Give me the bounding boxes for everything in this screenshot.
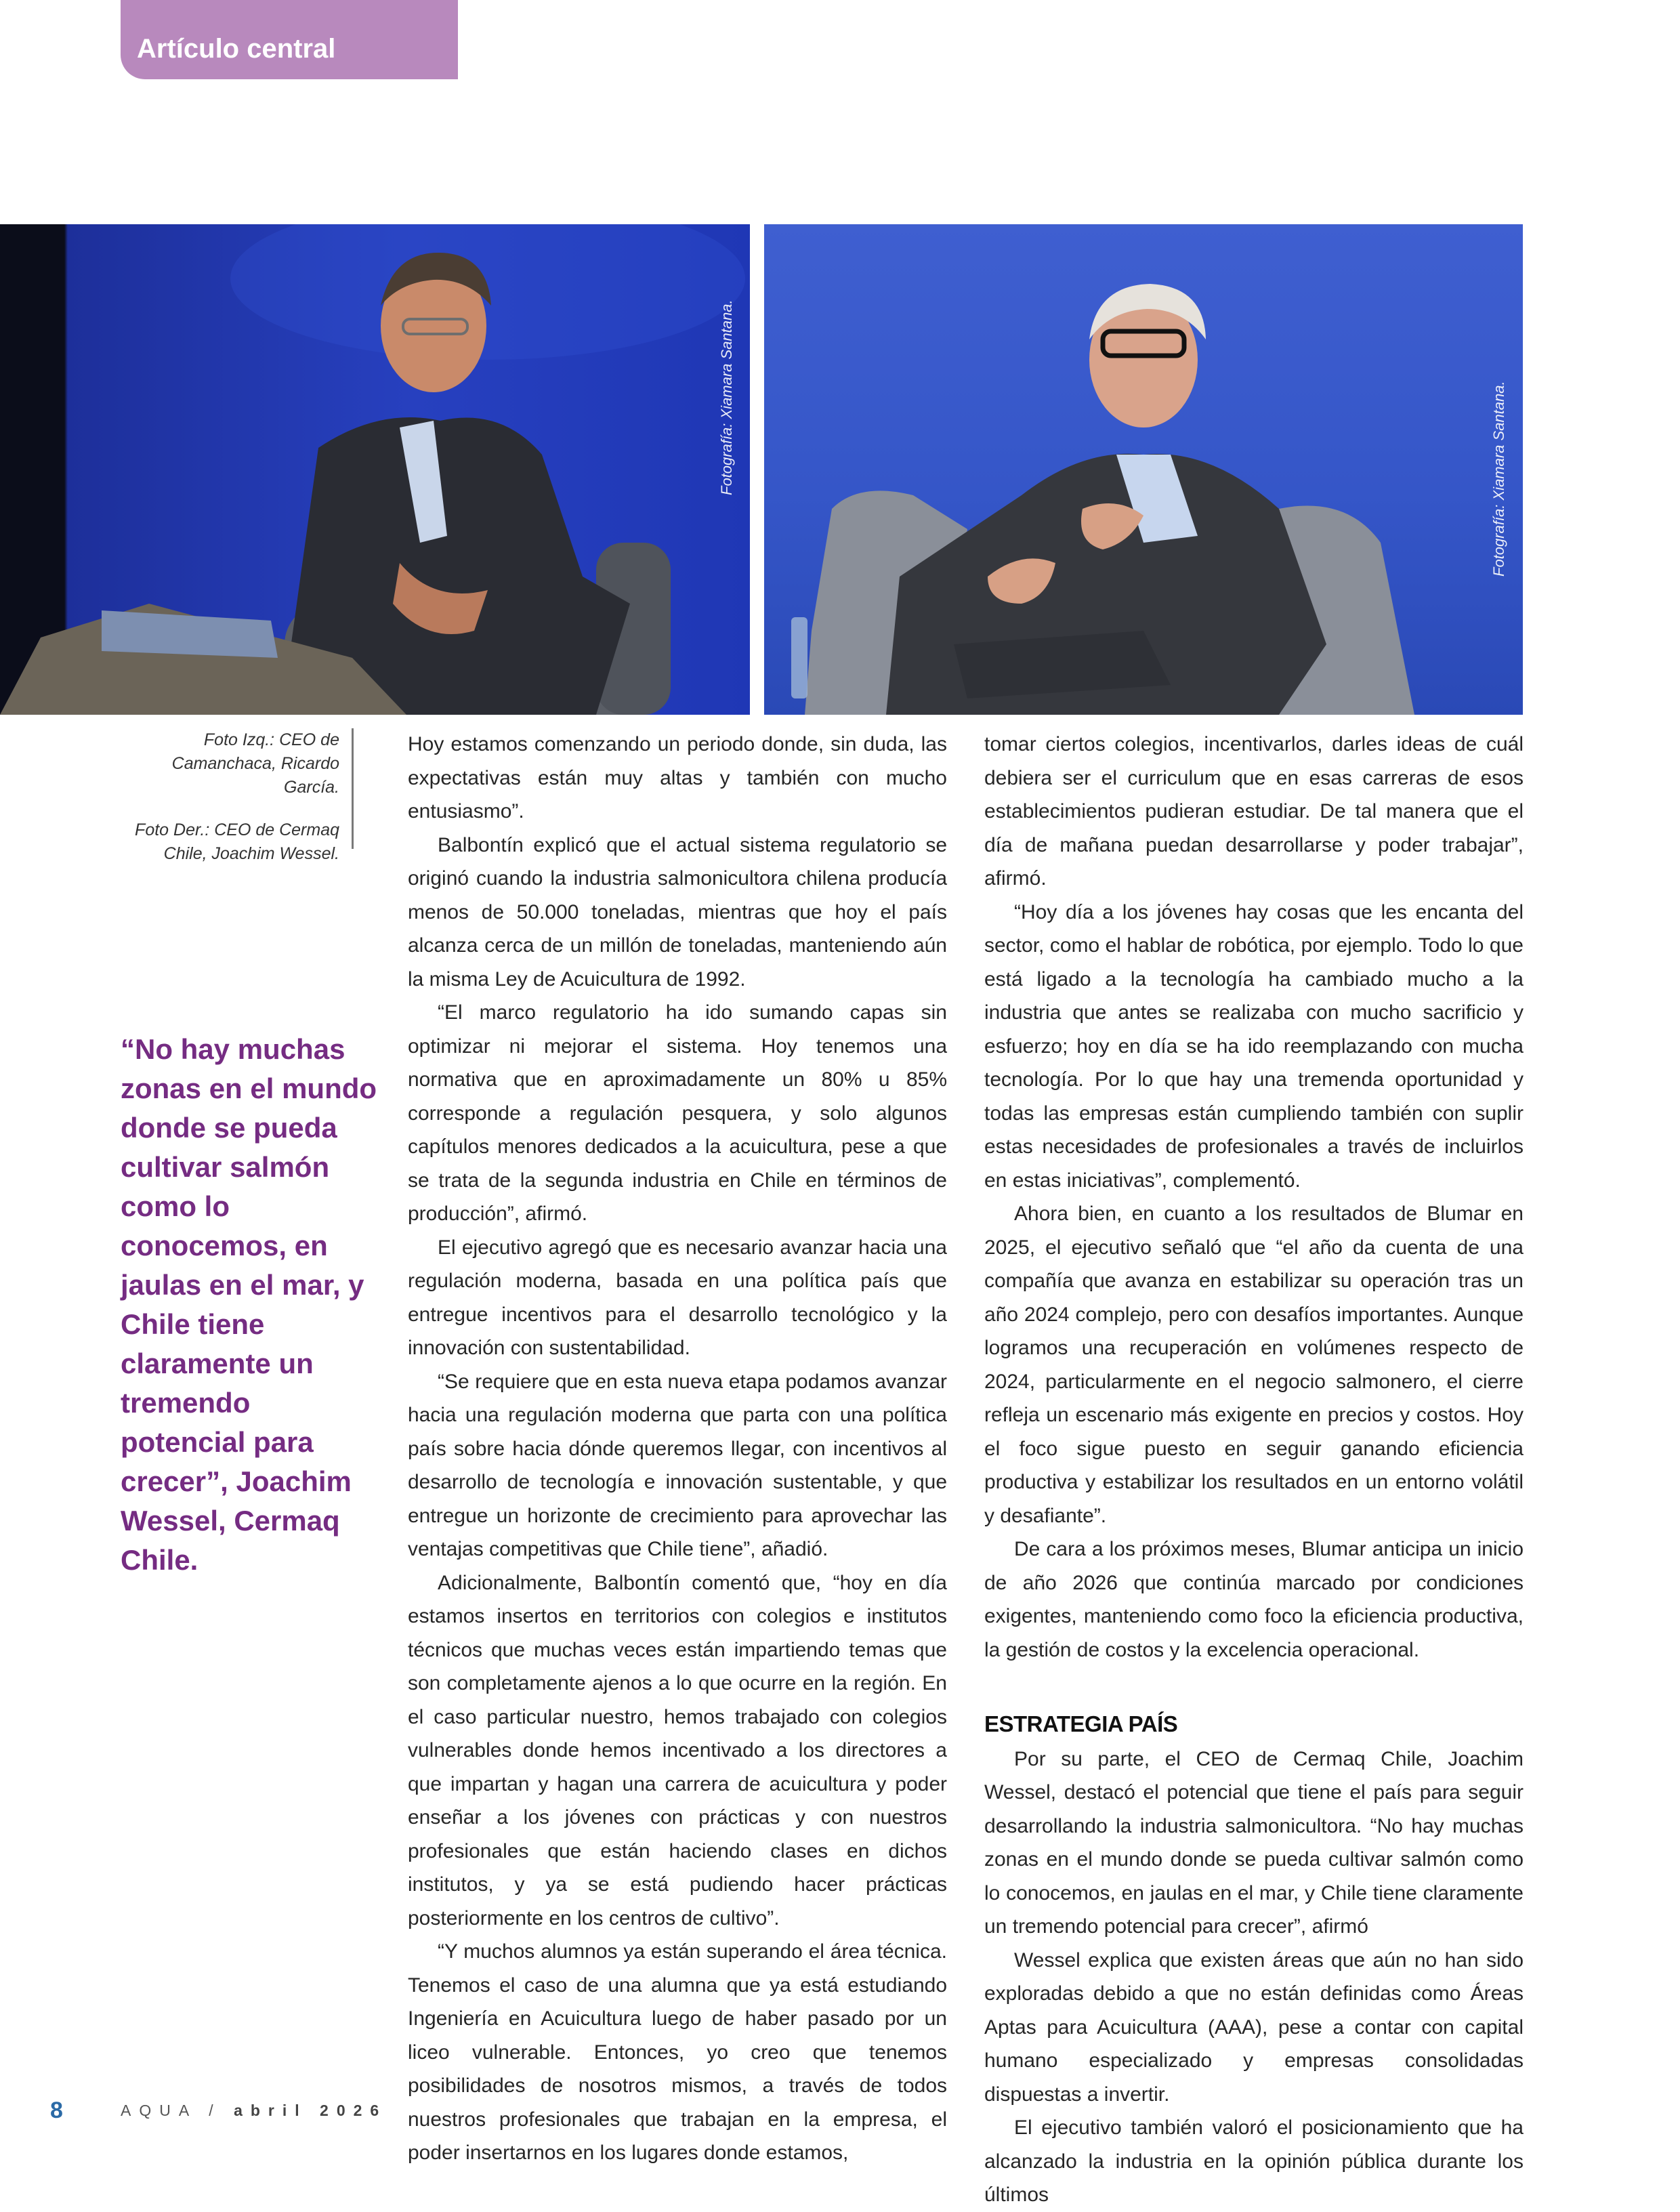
paragraph: Por su parte, el CEO de Cermaq Chile, Joachim Wessel, destacó el potencial que tiene el país para seguir desarrollando la industria salmonicultora. “No hay muchas zonas en el mundo donde se pueda cultivar salmón como lo conocemos, en jaulas en el mar, y Chile tiene claramente un tremendo potencial para crecer”, afirmó — [984, 1747, 1524, 1938]
photo-left-credit: Fotografía: Xiamara Santana. — [718, 299, 735, 495]
pull-quote: “No hay muchas zonas en el mundo donde se pueda cultivar salmón como lo conocemos, en jaulas en el mar, y Chile tiene claramente un tremendo potencial para crecer”, Joachim Wessel, Cermaq Chile. — [121, 1033, 377, 1576]
paragraph: “El marco regulatorio ha ido sumando capas sin optimizar ni mejorar el sistema. Hoy tenemos una normativa que en aproximadamente un 80% u 85% corresponde a regulación pesquera, y solo algunos capítulos menores dedicados a la acuicultura, pese a que se trata de la segunda industria en Chile en términos de producción”, afirmó. — [408, 1001, 947, 1225]
paragraph: El ejecutivo también valoró el posicionamiento que ha alcanzado la industria en la opinión pública durante los últimos — [984, 2116, 1524, 2206]
photo-right-illustration — [764, 224, 1523, 715]
paragraph: Balbontín explicó que el actual sistema regulatorio se originó cuando la industria salmonicultora chilena producía menos de 50.000 toneladas, mientras que hoy el país alcanza cerca de un millón de toneladas, manteniendo aún la misma Ley de Acuicultura de 1992. — [408, 833, 947, 990]
paragraph: Hoy estamos comenzando un periodo donde, sin duda, las expectativas están muy altas y también con mucho entusiasmo”. — [408, 733, 947, 822]
photo-captions — [122, 728, 354, 863]
photo-left — [0, 224, 750, 715]
paragraph: tomar ciertos colegios, incentivarlos, darles ideas de cuál debiera ser el curriculum que en esas carreras de esos establecimientos pudieran estudiar. De tal manera que el día de mañana puedan desarrollarse y poder trabajar”, afirmó. — [984, 733, 1524, 890]
paragraph: Adicionalmente, Balbontín comentó que, “hoy en día estamos insertos en territorios con colegios e institutos técnicos que muchas veces están impartiendo temas que son completamente ajenos a lo que ocurre en la región. En el caso particular nuestro, hemos trabajado con colegios vulnerables donde hemos incentivado a los directores a que impartan y hagan una carrera de acuicultura y poder enseñar a los jóvenes con prácticas y con nuestros profesionales que están haciendo clases en dichos institutos, y ya se está pudiendo hacer prácticas posteriormente en los centros de cultivo”. — [408, 1571, 947, 1929]
page-number: 8 — [50, 2098, 63, 2123]
section-tab — [121, 0, 458, 79]
article-column-2 — [984, 728, 1524, 2212]
magazine-name: AQUA / — [121, 2102, 222, 2119]
paragraph: “Hoy día a los jóvenes hay cosas que les encanta del sector, como el hablar de robótica, por ejemplo. Todo lo que está ligado a la tecnología ha cambiado mucho a la industria que antes se realizaba con mucho sacrificio y esfuerzo; hoy en día se ha ido reemplazando con mucha tecnología. Por lo que hay una tremenda oportunidad y todas las empresas están cumpliendo también con suplir estas necesidades de profesionales a través de incluirlos en estas iniciativas”, complementó. — [984, 900, 1524, 1192]
paragraph: “Y muchos alumnos ya están superando el área técnica. Tenemos el caso de una alumna que ya está estudiando Ingeniería en Acuicultura luego de haber pasado por un liceo vulnerable. Entonces, yo creo que tenemos posibilidades de nosotros mismos, a través de todos nuestros profesionales que trabajan en la empresa, el poder insertarnos en los lugares donde estamos, — [408, 1940, 947, 2164]
photo-left-illustration — [0, 224, 750, 715]
issue-date: abril 2026 — [234, 2102, 387, 2119]
photo-right — [764, 224, 1523, 715]
paragraph: El ejecutivo agregó que es necesario avanzar hacia una regulación moderna, basada en una política país que entregue incentivos para el desarrollo tecnológico y la innovación con sustentabilidad. — [408, 1236, 947, 1359]
paragraph: De cara a los próximos meses, Blumar anticipa un inicio de año 2026 que continúa marcado por condiciones exigentes, manteniendo como foco la eficiencia productiva, la gestión de costos y la excelencia operacional. — [984, 1538, 1524, 1661]
paragraph: Ahora bien, en cuanto a los resultados de Blumar en 2025, el ejecutivo señaló que “el año da cuenta de una compañía que avanza en estabilizar su operación tras un año 2024 complejo, pero con desafíos importantes. Aunque logramos una recuperación en volúmenes respecto de 2024, particularmente en el negocio salmonero, el cierre refleja un escenario más exigente en precios y costos. Hoy el foco sigue puesto en seguir ganando eficiencia productiva y estabilizar los resultados en un entorno volátil y desafiante”. — [984, 1203, 1524, 1527]
paragraph: Wessel explica que existen áreas que aún no han sido exploradas debido a que no están definidas como Áreas Aptas para Acuicultura (AAA), pese a contar con capital humano especializado y empresas consolidadas dispuestas a invertir. — [984, 1948, 1524, 2106]
caption-right: Foto Der.: CEO de Cermaq Chile, Joachim Wessel. — [135, 820, 339, 863]
subheading: ESTRATEGIA PAÍS — [984, 1711, 1178, 1736]
article-column-1 — [408, 728, 947, 2170]
photo-right-credit: Fotografía: Xiamara Santana. — [1490, 381, 1507, 577]
caption-left: Foto Izq.: CEO de Camanchaca, Ricardo García. — [171, 730, 339, 797]
footer-magazine — [121, 2102, 387, 2120]
paragraph: “Se requiere que en esta nueva etapa podamos avanzar hacia una regulación moderna que parta con una política país sobre hacia dónde queremos llegar, con incentivos al desarrollo de tecnología e innovación sustentable, y que entregue un horizonte de crecimiento para aprovechar las ventajas competitivas que Chile tiene”, añadió. — [408, 1370, 947, 1560]
section-label: Artículo central — [137, 34, 336, 64]
